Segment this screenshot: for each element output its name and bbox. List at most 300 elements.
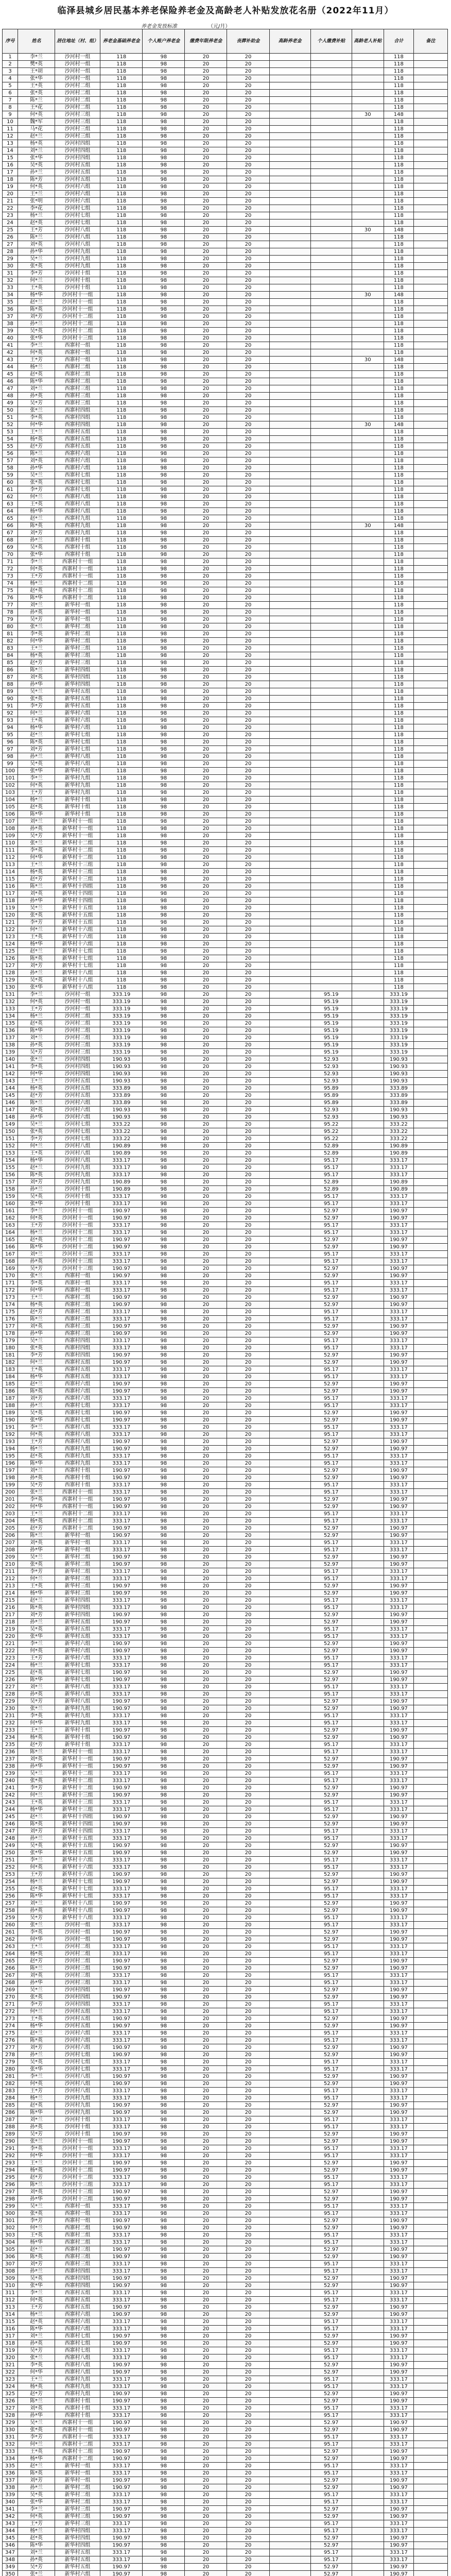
- personal-account-cell: 98: [143, 2383, 185, 2391]
- pension-base-cell: 118: [100, 962, 143, 970]
- contribution-years-cell: 20: [185, 652, 227, 659]
- table-row: [3, 1316, 448, 1323]
- senior-allowance-cell: [352, 1482, 384, 1489]
- row-index-cell: 167: [3, 1251, 18, 1258]
- senior-pension-cell: [269, 2030, 310, 2037]
- address-cell: 西寨村十组: [55, 1475, 100, 1482]
- personal-account-cell: 98: [143, 1532, 185, 1539]
- row-index-cell: 174: [3, 1301, 18, 1309]
- personal-account-cell: 98: [143, 162, 185, 169]
- pension-base-cell: 118: [100, 717, 143, 724]
- funeral-aid-cell: 20: [227, 450, 269, 457]
- header-cell: 序号: [3, 29, 18, 54]
- row-total-cell: 118: [384, 515, 413, 522]
- address-cell: 新华村十八组: [55, 1900, 100, 1907]
- pension-base-cell: 118: [100, 299, 143, 306]
- funeral-aid-cell: 20: [227, 1741, 269, 1749]
- row-index-cell: 338: [3, 2484, 18, 2492]
- row-total-cell: 118: [384, 811, 413, 818]
- pension-base-cell: 118: [100, 205, 143, 212]
- senior-pension-cell: [269, 472, 310, 479]
- table-row: [3, 638, 448, 645]
- contribution-years-cell: 20: [185, 2253, 227, 2261]
- row-index-cell: 22: [3, 205, 18, 212]
- contribution-subsidy-cell: 52.97: [310, 2571, 352, 2576]
- senior-pension-cell: [269, 2506, 310, 2513]
- address-cell: 沙河村八组: [55, 2088, 100, 2095]
- row-total-cell: 333.17: [384, 1749, 413, 1756]
- personal-account-cell: 98: [143, 306, 185, 313]
- row-total-cell: 118: [384, 782, 413, 789]
- senior-pension-cell: [269, 1410, 310, 1417]
- pension-base-cell: 333.17: [100, 1200, 143, 1208]
- remark-cell: [413, 1136, 447, 1143]
- pension-base-cell: 118: [100, 753, 143, 760]
- senior-pension-cell: [269, 833, 310, 840]
- person-name-cell: 陈*芳: [18, 176, 55, 183]
- person-name-cell: 杨*兰: [18, 1229, 55, 1236]
- contribution-subsidy-cell: 52.97: [310, 2535, 352, 2542]
- address-cell: 沙河村二组: [55, 90, 100, 97]
- senior-allowance-cell: [352, 1850, 384, 1857]
- row-total-cell: 190.97: [384, 1475, 413, 1482]
- address-cell: 西寨村三组: [55, 2253, 100, 2261]
- remark-cell: [413, 1792, 447, 1799]
- contribution-years-cell: 20: [185, 2088, 227, 2095]
- contribution-subsidy-cell: 52.97: [310, 1273, 352, 1280]
- address-cell: 新华村十一组: [55, 1756, 100, 1763]
- address-cell: 新华村二组: [55, 2499, 100, 2506]
- header-cell: 缴费年限养老金: [185, 29, 227, 54]
- contribution-subsidy-cell: [310, 912, 352, 919]
- senior-pension-cell: [269, 1741, 310, 1749]
- pension-base-cell: 118: [100, 890, 143, 897]
- funeral-aid-cell: 20: [227, 1857, 269, 1864]
- contribution-subsidy-cell: [310, 602, 352, 609]
- contribution-years-cell: 20: [185, 638, 227, 645]
- address-cell: 沙河村五组: [55, 162, 100, 169]
- address-cell: 西寨村一组: [55, 1273, 100, 1280]
- personal-account-cell: 98: [143, 1287, 185, 1294]
- contribution-subsidy-cell: 95.17: [310, 2145, 352, 2153]
- funeral-aid-cell: 20: [227, 623, 269, 631]
- contribution-subsidy-cell: 52.97: [310, 1850, 352, 1857]
- pension-base-cell: 333.17: [100, 1539, 143, 1547]
- remark-cell: [413, 753, 447, 760]
- person-name-cell: 张*华: [18, 2499, 55, 2506]
- address-cell: 新华村七组: [55, 1662, 100, 1669]
- row-index-cell: 43: [3, 357, 18, 364]
- senior-allowance-cell: [352, 1244, 384, 1251]
- senior-pension-cell: [269, 1215, 310, 1222]
- person-name-cell: 吴*兰: [18, 2203, 55, 2210]
- row-index-cell: 98: [3, 753, 18, 760]
- senior-allowance-cell: [352, 2001, 384, 2008]
- remark-cell: [413, 551, 447, 558]
- address-cell: 沙河村二组: [55, 1943, 100, 1951]
- personal-account-cell: 98: [143, 292, 185, 299]
- table-row: [3, 2282, 448, 2290]
- personal-account-cell: 98: [143, 1951, 185, 1958]
- pension-base-cell: 333.17: [100, 2383, 143, 2391]
- contribution-subsidy-cell: [310, 494, 352, 501]
- contribution-subsidy-cell: 52.97: [310, 1929, 352, 1936]
- table-row: [3, 2571, 448, 2576]
- remark-cell: [413, 2354, 447, 2362]
- funeral-aid-cell: 20: [227, 1107, 269, 1114]
- row-index-cell: 132: [3, 998, 18, 1006]
- senior-pension-cell: [269, 1648, 310, 1655]
- pension-base-cell: 333.17: [100, 1713, 143, 1720]
- row-index-cell: 53: [3, 429, 18, 436]
- pension-base-cell: 190.97: [100, 1994, 143, 2001]
- contribution-years-cell: 20: [185, 443, 227, 450]
- row-total-cell: 333.17: [384, 1374, 413, 1381]
- table-row: [3, 457, 448, 465]
- pension-base-cell: 118: [100, 393, 143, 400]
- senior-pension-cell: [269, 205, 310, 212]
- senior-allowance-cell: [352, 1467, 384, 1475]
- contribution-years-cell: 20: [185, 1236, 227, 1244]
- person-name-cell: 王*兰: [18, 645, 55, 652]
- remark-cell: [413, 400, 447, 407]
- senior-pension-cell: [269, 241, 310, 248]
- row-total-cell: 190.89: [384, 1150, 413, 1157]
- address-cell: 西寨村八组: [55, 1438, 100, 1446]
- pension-base-cell: 333.17: [100, 2549, 143, 2556]
- table-row: [3, 371, 448, 378]
- contribution-subsidy-cell: 95.17: [310, 2434, 352, 2441]
- table-row: [3, 1619, 448, 1626]
- personal-account-cell: 98: [143, 1612, 185, 1619]
- row-total-cell: 190.97: [384, 1900, 413, 1907]
- remark-cell: [413, 1525, 447, 1532]
- personal-account-cell: 98: [143, 97, 185, 104]
- personal-account-cell: 98: [143, 681, 185, 688]
- senior-allowance-cell: [352, 2116, 384, 2124]
- address-cell: 西寨村十组: [55, 1467, 100, 1475]
- row-index-cell: 26: [3, 234, 18, 241]
- person-name-cell: 孙*兰: [18, 753, 55, 760]
- senior-allowance-cell: [352, 2362, 384, 2369]
- contribution-subsidy-cell: 95.17: [310, 1662, 352, 1669]
- senior-allowance-cell: [352, 1857, 384, 1864]
- row-index-cell: 28: [3, 248, 18, 256]
- personal-account-cell: 98: [143, 1244, 185, 1251]
- table-row: [3, 2362, 448, 2369]
- table-row: [3, 82, 448, 90]
- contribution-years-cell: 20: [185, 1229, 227, 1236]
- pension-base-cell: 190.97: [100, 1554, 143, 1561]
- table-row: [3, 2095, 448, 2102]
- contribution-years-cell: 20: [185, 1438, 227, 1446]
- senior-pension-cell: [269, 1792, 310, 1799]
- funeral-aid-cell: 20: [227, 2542, 269, 2549]
- row-index-cell: 235: [3, 1741, 18, 1749]
- pension-base-cell: 190.97: [100, 2282, 143, 2290]
- contribution-years-cell: 20: [185, 306, 227, 313]
- funeral-aid-cell: 20: [227, 1258, 269, 1265]
- person-name-cell: 孙*英: [18, 2556, 55, 2564]
- row-index-cell: 92: [3, 710, 18, 717]
- senior-pension-cell: [269, 2556, 310, 2564]
- row-total-cell: 333.22: [384, 1121, 413, 1128]
- funeral-aid-cell: 20: [227, 2470, 269, 2477]
- row-total-cell: 118: [384, 284, 413, 292]
- pension-base-cell: 118: [100, 616, 143, 623]
- address-cell: 西寨村十二组: [55, 595, 100, 602]
- remark-cell: [413, 1251, 447, 1258]
- row-total-cell: 333.17: [384, 2030, 413, 2037]
- personal-account-cell: 98: [143, 1006, 185, 1013]
- person-name-cell: 陈*华: [18, 1027, 55, 1035]
- row-index-cell: 12: [3, 133, 18, 140]
- person-name-cell: 王*芳: [18, 1222, 55, 1229]
- senior-allowance-cell: 30: [352, 227, 384, 234]
- table-row: [3, 1301, 448, 1309]
- remark-cell: [413, 1503, 447, 1511]
- senior-pension-cell: [269, 2124, 310, 2131]
- contribution-subsidy-cell: 52.97: [310, 1438, 352, 1446]
- funeral-aid-cell: 20: [227, 2232, 269, 2239]
- pension-base-cell: 118: [100, 385, 143, 393]
- contribution-subsidy-cell: 52.97: [310, 2340, 352, 2347]
- senior-pension-cell: [269, 263, 310, 270]
- funeral-aid-cell: 20: [227, 2239, 269, 2246]
- contribution-subsidy-cell: 95.17: [310, 2066, 352, 2073]
- remark-cell: [413, 270, 447, 277]
- contribution-years-cell: 20: [185, 2354, 227, 2362]
- personal-account-cell: 98: [143, 2102, 185, 2109]
- senior-allowance-cell: [352, 912, 384, 919]
- pension-base-cell: 190.97: [100, 1936, 143, 1943]
- table-row: [3, 2015, 448, 2023]
- person-name-cell: 赵*芳: [18, 1092, 55, 1099]
- contribution-subsidy-cell: [310, 558, 352, 566]
- remark-cell: [413, 256, 447, 263]
- senior-pension-cell: [269, 2073, 310, 2080]
- remark-cell: [413, 140, 447, 147]
- person-name-cell: 赵*兰: [18, 299, 55, 306]
- contribution-years-cell: 20: [185, 472, 227, 479]
- personal-account-cell: 98: [143, 1539, 185, 1547]
- row-total-cell: 333.17: [384, 1316, 413, 1323]
- address-cell: 新华村九组: [55, 775, 100, 782]
- senior-pension-cell: [269, 934, 310, 941]
- row-total-cell: 333.19: [384, 998, 413, 1006]
- contribution-subsidy-cell: 95.17: [310, 1280, 352, 1287]
- remark-cell: [413, 1929, 447, 1936]
- row-total-cell: 333.17: [384, 1922, 413, 1929]
- contribution-subsidy-cell: 52.97: [310, 1821, 352, 1828]
- contribution-subsidy-cell: 95.17: [310, 2030, 352, 2037]
- row-total-cell: 333.17: [384, 2290, 413, 2297]
- row-index-cell: 273: [3, 2015, 18, 2023]
- funeral-aid-cell: 20: [227, 1330, 269, 1337]
- person-name-cell: 何*英: [18, 2297, 55, 2304]
- personal-account-cell: 98: [143, 833, 185, 840]
- row-total-cell: 333.17: [384, 1886, 413, 1893]
- contribution-subsidy-cell: 95.17: [310, 2268, 352, 2275]
- person-name-cell: 杨*华: [18, 1374, 55, 1381]
- contribution-years-cell: 20: [185, 2232, 227, 2239]
- senior-allowance-cell: [352, 104, 384, 111]
- table-row: [3, 1006, 448, 1013]
- contribution-years-cell: 20: [185, 1943, 227, 1951]
- senior-pension-cell: [269, 111, 310, 118]
- funeral-aid-cell: 20: [227, 335, 269, 342]
- contribution-subsidy-cell: [310, 501, 352, 508]
- table-row: [3, 811, 448, 818]
- personal-account-cell: 98: [143, 2499, 185, 2506]
- row-total-cell: 118: [384, 385, 413, 393]
- address-cell: 西寨村十二组: [55, 2441, 100, 2448]
- personal-account-cell: 98: [143, 1583, 185, 1590]
- senior-allowance-cell: [352, 2347, 384, 2354]
- personal-account-cell: 98: [143, 2441, 185, 2448]
- address-cell: 沙河村七组: [55, 219, 100, 227]
- personal-account-cell: 98: [143, 429, 185, 436]
- senior-allowance-cell: [352, 1994, 384, 2001]
- personal-account-cell: 98: [143, 1511, 185, 1518]
- remark-cell: [413, 1936, 447, 1943]
- address-cell: 新华村四组: [55, 2535, 100, 2542]
- remark-cell: [413, 962, 447, 970]
- row-total-cell: 118: [384, 876, 413, 883]
- contribution-subsidy-cell: 52.97: [310, 2253, 352, 2261]
- row-total-cell: 118: [384, 768, 413, 775]
- contribution-years-cell: 20: [185, 991, 227, 998]
- personal-account-cell: 98: [143, 1200, 185, 1208]
- table-row: [3, 1229, 448, 1236]
- contribution-subsidy-cell: [310, 155, 352, 162]
- contribution-subsidy-cell: [310, 876, 352, 883]
- address-cell: 新华村十二组: [55, 854, 100, 861]
- personal-account-cell: 98: [143, 1424, 185, 1431]
- table-row: [3, 789, 448, 796]
- funeral-aid-cell: 20: [227, 2333, 269, 2340]
- pension-base-cell: 190.97: [100, 1273, 143, 1280]
- contribution-subsidy-cell: [310, 739, 352, 746]
- personal-account-cell: 98: [143, 104, 185, 111]
- contribution-subsidy-cell: 52.97: [310, 1619, 352, 1626]
- row-total-cell: 333.19: [384, 1006, 413, 1013]
- address-cell: 新华村十六组: [55, 934, 100, 941]
- senior-pension-cell: [269, 212, 310, 219]
- row-total-cell: 118: [384, 789, 413, 796]
- funeral-aid-cell: 20: [227, 2556, 269, 2564]
- pension-base-cell: 118: [100, 645, 143, 652]
- contribution-subsidy-cell: 95.19: [310, 1042, 352, 1049]
- row-index-cell: 237: [3, 1756, 18, 1763]
- row-index-cell: 152: [3, 1143, 18, 1150]
- contribution-years-cell: 20: [185, 1878, 227, 1886]
- row-index-cell: 108: [3, 825, 18, 833]
- row-index-cell: 303: [3, 2232, 18, 2239]
- table-row: [3, 1071, 448, 1078]
- personal-account-cell: 98: [143, 2405, 185, 2412]
- table-row: [3, 2181, 448, 2189]
- person-name-cell: 陈*英: [18, 1388, 55, 1395]
- senior-allowance-cell: [352, 2044, 384, 2052]
- remark-cell: [413, 299, 447, 306]
- address-cell: 新华村七组: [55, 1676, 100, 1684]
- contribution-years-cell: 20: [185, 1107, 227, 1114]
- row-index-cell: 252: [3, 1864, 18, 1871]
- row-total-cell: 118: [384, 479, 413, 486]
- senior-pension-cell: [269, 768, 310, 775]
- personal-account-cell: 98: [143, 2167, 185, 2174]
- pension-base-cell: 118: [100, 796, 143, 804]
- senior-pension-cell: [269, 1756, 310, 1763]
- row-total-cell: 333.17: [384, 2354, 413, 2362]
- senior-pension-cell: [269, 804, 310, 811]
- personal-account-cell: 98: [143, 501, 185, 508]
- personal-account-cell: 98: [143, 1806, 185, 1814]
- header-cell: 个人缴费补贴: [310, 29, 352, 54]
- row-total-cell: 333.17: [384, 1972, 413, 1979]
- contribution-subsidy-cell: [310, 191, 352, 198]
- address-cell: 新华村十三组: [55, 1799, 100, 1806]
- row-total-cell: 190.97: [384, 2506, 413, 2513]
- row-index-cell: 332: [3, 2441, 18, 2448]
- contribution-years-cell: 20: [185, 1922, 227, 1929]
- row-total-cell: 190.97: [384, 2304, 413, 2311]
- row-index-cell: 6: [3, 90, 18, 97]
- funeral-aid-cell: 20: [227, 696, 269, 703]
- pension-base-cell: 190.97: [100, 2196, 143, 2203]
- table-row: [3, 1785, 448, 1792]
- senior-pension-cell: [269, 883, 310, 890]
- senior-pension-cell: [269, 854, 310, 861]
- pension-base-cell: 118: [100, 782, 143, 789]
- address-cell: 西寨村四组: [55, 421, 100, 429]
- pension-base-cell: 118: [100, 587, 143, 595]
- funeral-aid-cell: 20: [227, 1056, 269, 1063]
- row-index-cell: 242: [3, 1792, 18, 1799]
- table-row: [3, 1929, 448, 1936]
- contribution-years-cell: 20: [185, 1525, 227, 1532]
- person-name-cell: 杨*英: [18, 1085, 55, 1092]
- address-cell: 西寨村十一组: [55, 1503, 100, 1511]
- funeral-aid-cell: 20: [227, 739, 269, 746]
- senior-allowance-cell: [352, 1705, 384, 1713]
- address-cell: 沙河村一组: [55, 1006, 100, 1013]
- address-cell: 沙河村四组: [55, 155, 100, 162]
- pension-base-cell: 190.97: [100, 1236, 143, 1244]
- contribution-years-cell: 20: [185, 1907, 227, 1914]
- senior-pension-cell: [269, 1027, 310, 1035]
- pension-base-cell: 118: [100, 335, 143, 342]
- funeral-aid-cell: 20: [227, 205, 269, 212]
- funeral-aid-cell: 20: [227, 1496, 269, 1503]
- personal-account-cell: 98: [143, 768, 185, 775]
- remark-cell: [413, 934, 447, 941]
- pension-base-cell: 190.97: [100, 2044, 143, 2052]
- remark-cell: [413, 1965, 447, 1972]
- personal-account-cell: 98: [143, 732, 185, 739]
- pension-base-cell: 118: [100, 833, 143, 840]
- pension-base-cell: 118: [100, 869, 143, 876]
- row-index-cell: 109: [3, 833, 18, 840]
- personal-account-cell: 98: [143, 2376, 185, 2383]
- pension-base-cell: 190.97: [100, 2131, 143, 2138]
- table-row: [3, 1648, 448, 1655]
- contribution-years-cell: 20: [185, 833, 227, 840]
- remark-cell: [413, 1698, 447, 1705]
- contribution-subsidy-cell: 95.17: [310, 2124, 352, 2131]
- senior-allowance-cell: [352, 61, 384, 68]
